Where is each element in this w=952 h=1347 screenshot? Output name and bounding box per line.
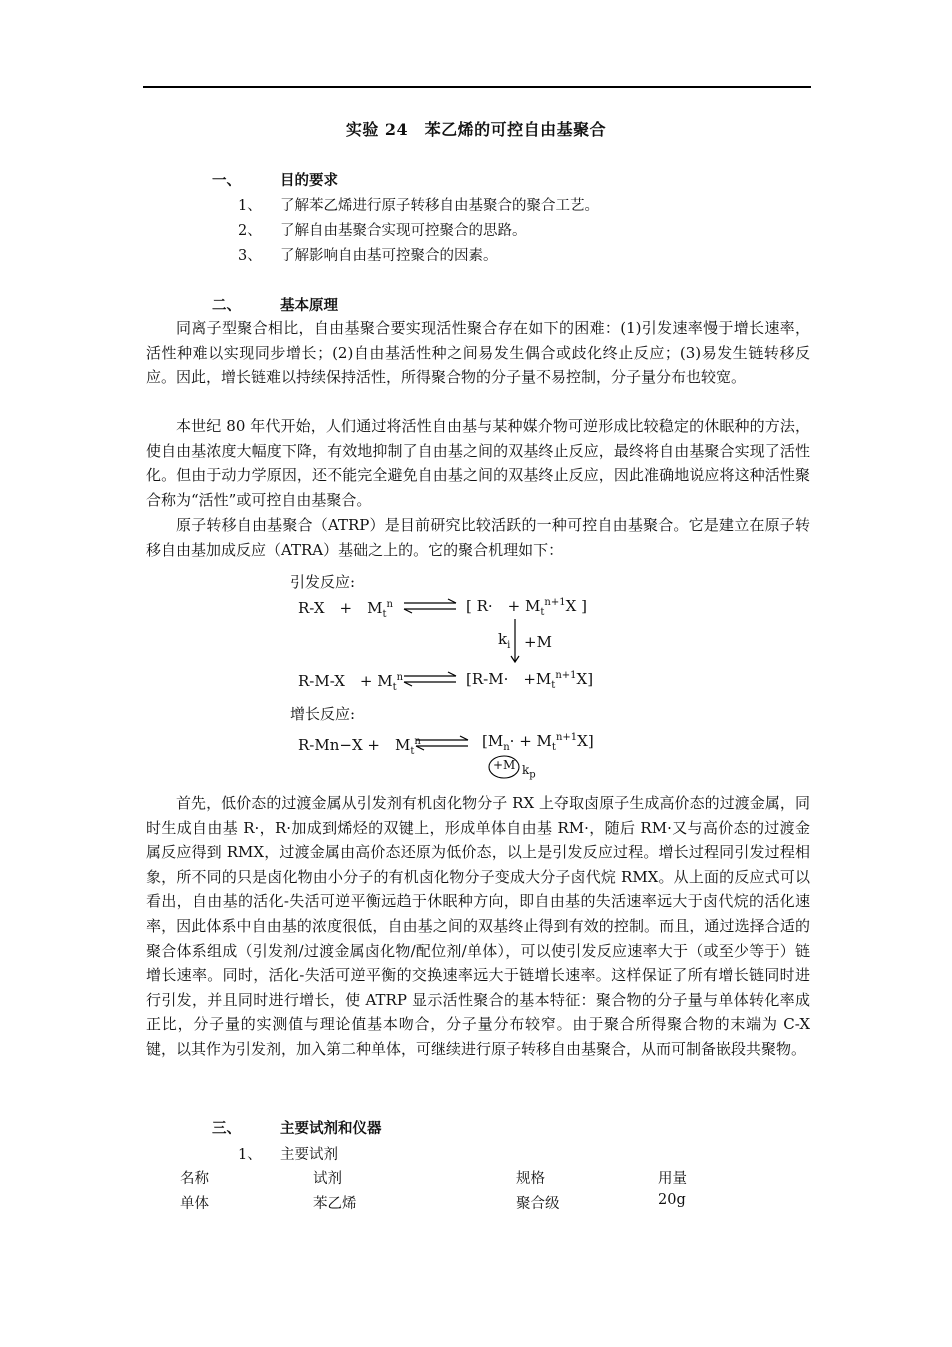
section-number: 二、 — [212, 297, 241, 314]
section-number: 一、 — [212, 172, 241, 189]
table-cell: 苯乙烯 — [313, 1196, 357, 1212]
reaction-2-right: [R-M· $+M_t^{n+1}X$] — [466, 670, 594, 691]
paragraph: 本世纪 80 年代开始，人们通过将活性自由基与某种媒介物可逆形成比较稳定的休眠种的方法，使自由基浓度大幅度下降，有效地抑制了自由基之间的双基终止反应，最终将自由基聚合实现了活性化。但由于动力学原因，还不能完全避免自由基之间的双基终止反应，因此准确地说应将这种活性聚合称为“活性”或可控自由基聚合。 — [146, 417, 810, 509]
table-cell: 聚合级 — [516, 1196, 560, 1212]
plus-monomer: +M — [524, 633, 552, 651]
reaction-2-left: R-M-X + $M_t^n$ — [298, 672, 404, 693]
equilibrium-arrow-icon — [402, 671, 458, 687]
rate-constant-ki: $k_i$ — [498, 630, 511, 651]
equilibrium-arrow-icon — [414, 735, 470, 751]
header-rule — [143, 86, 811, 88]
propagation-label: 增长反应: — [290, 705, 356, 723]
table-cell: 20g — [658, 1192, 686, 1208]
reaction-3-right: $[M_n\cdot + M_t^{n+1}X]$ — [482, 732, 594, 753]
table-header: 试剂 — [313, 1171, 342, 1187]
paragraph: 原子转移自由基聚合（ATRP）是目前研究比较活跃的一种可控自由基聚合。它是建立在原子转移自由基加成反应（ATRA）基础之上的。它的聚合机理如下： — [146, 516, 810, 559]
down-arrow-icon — [510, 618, 520, 664]
reaction-1-right: [ R· + $M_t^{n+1}X$ ] — [466, 597, 587, 618]
reaction-1-left: R-X + $M_t^n$ — [298, 599, 393, 620]
plus-monomer-loop: +M — [493, 758, 516, 772]
rate-constant-kp: $k_p$ — [522, 763, 536, 781]
reaction-3-left: R-Mn−X + $M_t^n$ — [298, 736, 421, 757]
table-header: 用量 — [658, 1171, 687, 1187]
equilibrium-arrow-icon — [402, 598, 458, 614]
initiation-label: 引发反应: — [290, 573, 356, 591]
page-title: 实验 24 苯乙烯的可控自由基聚合 — [345, 120, 607, 139]
table-header: 规格 — [516, 1171, 545, 1187]
section-title: 主要试剂和仪器 — [280, 1120, 382, 1137]
section-title: 基本原理 — [280, 297, 338, 314]
section-number: 三、 — [212, 1120, 241, 1137]
paragraph: 首先，低价态的过渡金属从引发剂有机卤化物分子 RX 上夺取卤原子生成高价态的过渡金属，同时生成自由基 R·，R·加成到烯烃的双键上，形成单体自由基 RM·，随后 RM·又与高价态的过渡金属反应得到 RMX，过渡金属由高价态还原为低价态，以上是引发反应过程。增长过程同引发过程相象，所不同的只是卤化物由小分子的有机卤化物分子变成大分子卤代烷 RMX。从上面的反应式可以看出，自由基的活化-失活可逆平衡远趋于休眠种方向，即自由基的失活速率远大于卤代烷的活化速率，因此体系中自由基的浓度很低，自由基之间的双基终止得到有效的控制。而且，通过选择合适的聚合体系组成（引发剂/过渡金属卤化物/配位剂/单体），可以使引发反应速率大于（或至少等于）链增长速率。同时，活化-失活可逆平衡的交换速率远大于链增长速率。这样保证了所有增长链同时进行引发，并且同时进行增长，使 ATRP 显示活性聚合的基本特征：聚合物的分子量与单体转化率成正比，分子量的实测值与理论值基本吻合，分子量分布较窄。由于聚合所得聚合物的末端为 C-X 键，以其作为引发剂，加入第二种单体，可继续进行原子转移自由基聚合，从而可制备嵌段共聚物。 — [146, 794, 810, 1058]
table-header: 名称 — [180, 1171, 209, 1187]
section-title: 目的要求 — [280, 172, 338, 189]
table-cell: 单体 — [180, 1196, 209, 1212]
paragraph: 同离子型聚合相比，自由基聚合要实现活性聚合存在如下的困难：(1)引发速率慢于增长速率，活性种难以实现同步增长；(2)自由基活性种之间易发生偶合或歧化终止反应；(3)易发生链转移反应。因此，增长链难以持续保持活性，所得聚合物的分子量不易控制，分子量分布也较宽。 — [146, 319, 810, 387]
